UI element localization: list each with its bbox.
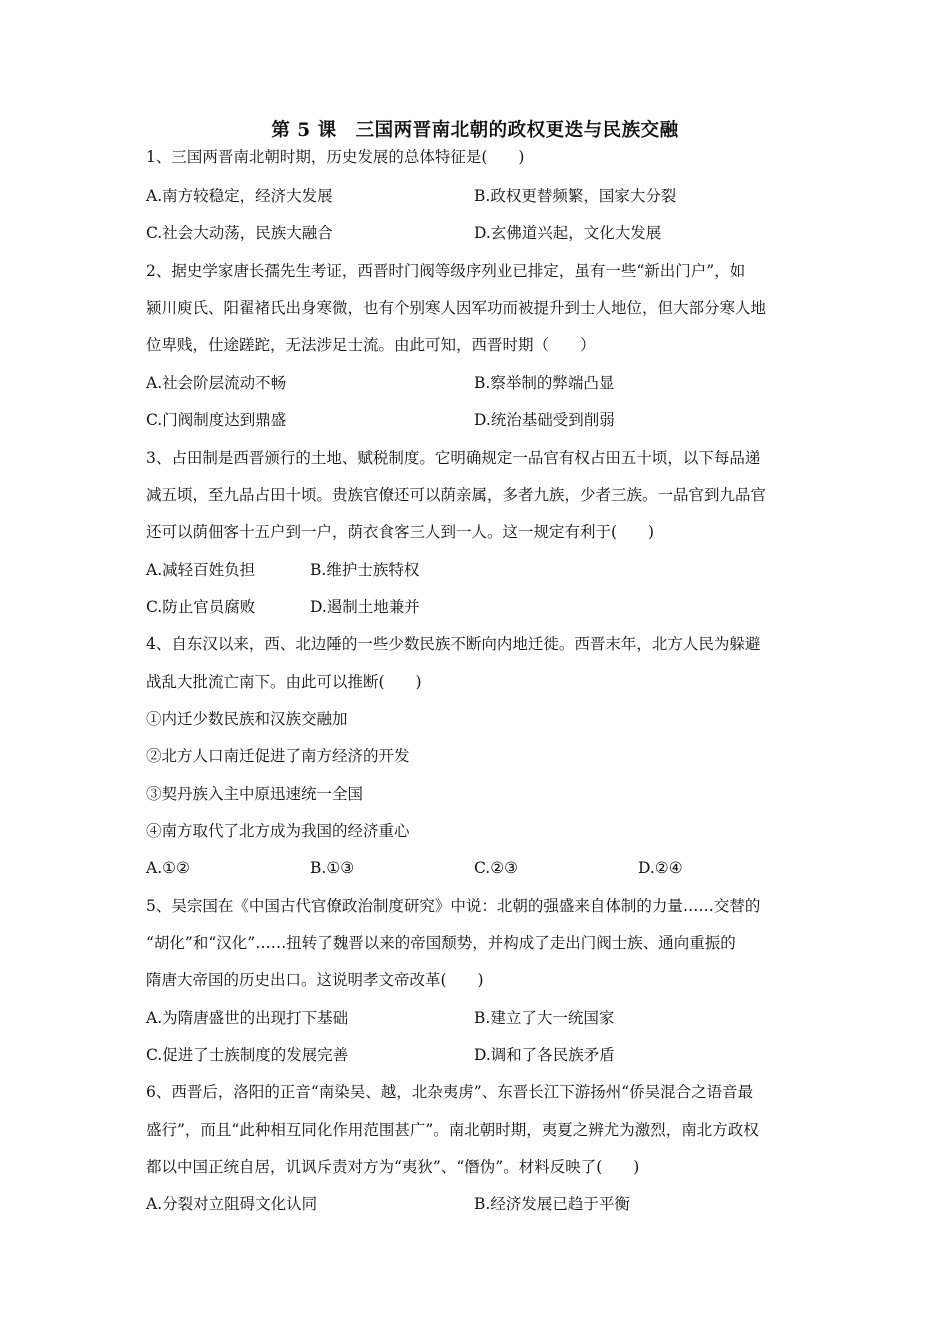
question-4-stem-line-2: 战乱大批流亡南下。由此可以推断( ) — [146, 673, 422, 691]
question-1-option-d: D.玄佛道兴起，文化大发展 — [474, 224, 662, 242]
question-1-option-a: A.南方较稳定，经济大发展 — [146, 187, 333, 205]
question-4-statement-1: ①内迁少数民族和汉族交融加 — [146, 710, 348, 728]
question-3-option-b: B.维护士族特权 — [310, 561, 420, 579]
question-4-option-d: D.②④ — [638, 859, 683, 877]
question-2-option-c: C.门阀制度达到鼎盛 — [146, 411, 287, 429]
question-5-option-d: D.调和了各民族矛盾 — [474, 1046, 615, 1064]
question-6-option-b: B.经济发展已趋于平衡 — [474, 1195, 630, 1213]
question-2-option-a: A.社会阶层流动不畅 — [146, 374, 287, 392]
question-4-option-b: B.①③ — [310, 859, 355, 877]
question-4-option-a: A.①② — [146, 859, 190, 877]
question-1-option-b: B.政权更替频繁，国家大分裂 — [474, 187, 677, 205]
question-1-option-c: C.社会大动荡，民族大融合 — [146, 224, 333, 242]
question-2-stem-line-3: 位卑贱，仕途蹉跎，无法涉足士流。由此可知，西晋时期（ ） — [146, 336, 596, 354]
question-5-option-c: C.促进了士族制度的发展完善 — [146, 1046, 349, 1064]
question-4-statement-4: ④南方取代了北方成为我国的经济重心 — [146, 822, 410, 840]
question-3-option-d: D.遏制土地兼并 — [310, 598, 420, 616]
question-2-stem-line-1: 2、据史学家唐长孺先生考证，西晋时门阀等级序列业已排定，虽有一些“新出门户”，如 — [146, 262, 746, 280]
lesson-title: 第 5 课 三国两晋南北朝的政权更迭与民族交融 — [271, 120, 679, 141]
question-3-stem-line-2: 减五顷，至九品占田十顷。贵族官僚还可以荫亲属，多者九族，少者三族。一品官到九品官 — [146, 486, 767, 504]
question-4-statement-3: ③契丹族入主中原迅速统一全国 — [146, 785, 364, 803]
question-2-option-b: B.察举制的弊端凸显 — [474, 374, 615, 392]
question-4-option-c: C.②③ — [474, 859, 519, 877]
question-5-stem-line-3: 隋唐大帝国的历史出口。这说明孝文帝改革( ) — [146, 971, 484, 989]
question-5-stem-line-2: “胡化”和“汉化”……扭转了魏晋以来的帝国颓势，并构成了走出门阀士族、通向重振的 — [146, 934, 736, 952]
question-4-statement-2: ②北方人口南迁促进了南方经济的开发 — [146, 747, 410, 765]
question-5-option-b: B.建立了大一统国家 — [474, 1009, 615, 1027]
question-1-stem: 1、三国两晋南北朝时期，历史发展的总体特征是( ) — [146, 148, 525, 166]
question-6-stem-line-3: 都以中国正统自居，讥讽斥责对方为“夷狄”、“僭伪”。材料反映了( ) — [146, 1158, 640, 1176]
question-6-option-a: A.分裂对立阻碍文化认同 — [146, 1195, 318, 1213]
question-2-option-d: D.统治基础受到削弱 — [474, 411, 615, 429]
question-5-stem-line-1: 5、吴宗国在《中国古代官僚政治制度研究》中说：北朝的强盛来自体制的力量……交替的 — [146, 897, 761, 915]
question-2-stem-line-2: 颍川庾氏、阳翟褚氏出身寒微，也有个别寒人因军功而被提升到士人地位，但大部分寒人地 — [146, 299, 767, 317]
question-5-option-a: A.为隋唐盛世的出现打下基础 — [146, 1009, 349, 1027]
question-3-option-a: A.减轻百姓负担 — [146, 561, 256, 579]
question-3-option-c: C.防止官员腐败 — [146, 598, 256, 616]
question-6-stem-line-1: 6、西晋后，洛阳的正音“南染吴、越，北杂夷虏”、东晋长江下游扬州“侨吴混合之语音最 — [146, 1083, 754, 1101]
question-3-stem-line-3: 还可以荫佃客十五户到一户，荫衣食客三人到一人。这一规定有利于( ) — [146, 523, 655, 541]
question-6-stem-line-2: 盛行”，而且“此种相互同化作用范围甚广”。南北朝时期，夷夏之辨尤为激烈，南北方政权 — [146, 1121, 759, 1139]
question-3-stem-line-1: 3、占田制是西晋颁行的土地、赋税制度。它明确规定一品官有权占田五十顷，以下每品递 — [146, 449, 761, 467]
question-4-stem-line-1: 4、自东汉以来，西、北边陲的一些少数民族不断向内地迁徙。西晋末年，北方人民为躲避 — [146, 635, 761, 653]
